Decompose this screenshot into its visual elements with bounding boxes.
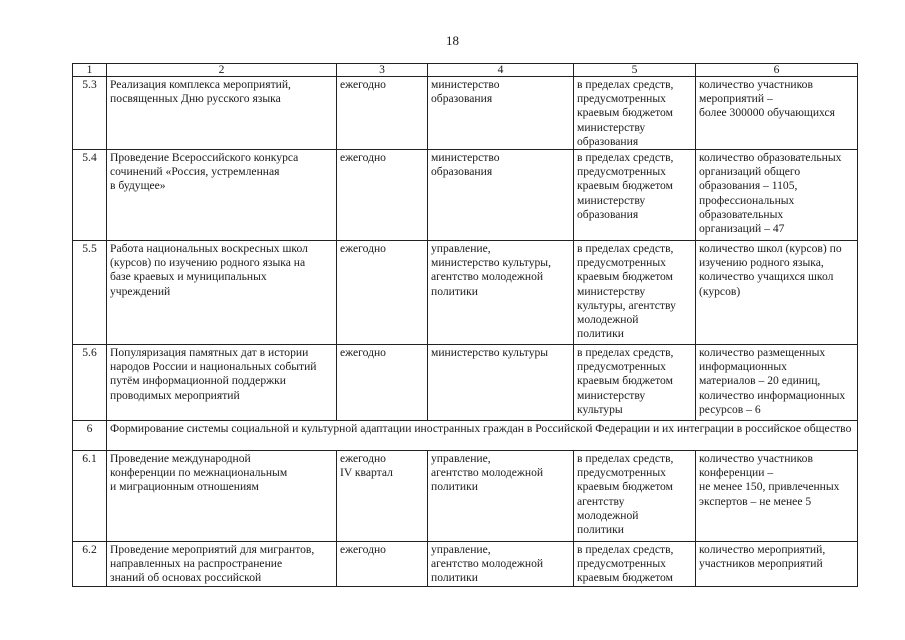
funding-cell: в пределах средств, предусмотренных краевым бюджетом министерству культуры, агентству молодежной политики	[574, 241, 696, 345]
header-cell: 5	[574, 64, 696, 77]
event-cell: Работа национальных воскресных школ (курсов) по изучению родного языка на базе краевых и муниципальных учреждений	[107, 241, 337, 345]
table-row	[73, 451, 858, 542]
indicator-cell: количество участников конференции – не менее 150, привлеченных экспертов – не менее 5	[696, 451, 858, 542]
row-number: 5.3	[73, 77, 107, 150]
funding-cell: в пределах средств, предусмотренных краевым бюджетом министерству образования	[574, 77, 696, 150]
header-cell: 4	[428, 64, 574, 77]
funding-cell: в пределах средств, предусмотренных краевым бюджетом министерству образования	[574, 150, 696, 241]
indicator-cell: количество участников мероприятий – более 300000 обучающихся	[696, 77, 858, 150]
event-cell: Реализация комплекса мероприятий, посвященных Дню русского языка	[107, 77, 337, 150]
period-cell: ежегодно	[337, 150, 428, 241]
event-cell: Проведение Всероссийского конкурса сочинений «Россия, устремленная в будущее»	[107, 150, 337, 241]
period-cell: ежегодно	[337, 77, 428, 150]
funding-cell: в пределах средств, предусмотренных краевым бюджетом агентству молодежной политики	[574, 451, 696, 542]
section-title: Формирование системы социальной и культурной адаптации иностранных граждан в Российской Федерации и их интеграции в российское общество	[107, 421, 858, 451]
header-row	[73, 64, 858, 77]
period-cell: ежегодно	[337, 241, 428, 345]
responsible-cell: министерство образования	[428, 150, 574, 241]
indicator-cell: количество школ (курсов) по изучению родного языка, количество учащихся школ (курсов)	[696, 241, 858, 345]
table-row	[73, 345, 858, 421]
indicator-cell: количество образовательных организаций общего образования – 1105, профессиональных образовательных организаций – 47	[696, 150, 858, 241]
row-number: 6.2	[73, 542, 107, 587]
header-cell: 2	[107, 64, 337, 77]
row-number: 5.5	[73, 241, 107, 345]
table-row	[73, 542, 858, 587]
page-number: 18	[446, 33, 459, 48]
section-row	[73, 421, 858, 451]
responsible-cell: управление, агентство молодежной политики	[428, 451, 574, 542]
row-number: 5.6	[73, 345, 107, 421]
period-cell: ежегодно	[337, 345, 428, 421]
period-cell: ежегодно	[337, 542, 428, 587]
row-number: 6.1	[73, 451, 107, 542]
indicator-cell: количество мероприятий, участников мероприятий	[696, 542, 858, 587]
event-cell: Проведение международной конференции по межнациональным и миграционным отношениям	[107, 451, 337, 542]
responsible-cell: министерство культуры	[428, 345, 574, 421]
header-cell: 3	[337, 64, 428, 77]
responsible-cell: управление, министерство культуры, агентство молодежной политики	[428, 241, 574, 345]
responsible-cell: министерство образования	[428, 77, 574, 150]
indicator-cell: количество размещенных информационных материалов – 20 единиц, количество информационных ресурсов – 6	[696, 345, 858, 421]
period-cell: ежегодно IV квартал	[337, 451, 428, 542]
header-cell: 1	[73, 64, 107, 77]
funding-cell: в пределах средств, предусмотренных краевым бюджетом	[574, 542, 696, 587]
event-cell: Популяризация памятных дат в истории народов России и национальных событий путём информационной поддержки проводимых мероприятий	[107, 345, 337, 421]
table-row	[73, 150, 858, 241]
plan-table	[72, 63, 858, 587]
responsible-cell: управление, агентство молодежной политики	[428, 542, 574, 587]
event-cell: Проведение мероприятий для мигрантов, направленных на распространение знаний об основах российской	[107, 542, 337, 587]
row-number: 5.4	[73, 150, 107, 241]
header-cell: 6	[696, 64, 858, 77]
table-row	[73, 241, 858, 345]
table-row	[73, 77, 858, 150]
section-number: 6	[73, 421, 107, 451]
funding-cell: в пределах средств, предусмотренных краевым бюджетом министерству культуры	[574, 345, 696, 421]
